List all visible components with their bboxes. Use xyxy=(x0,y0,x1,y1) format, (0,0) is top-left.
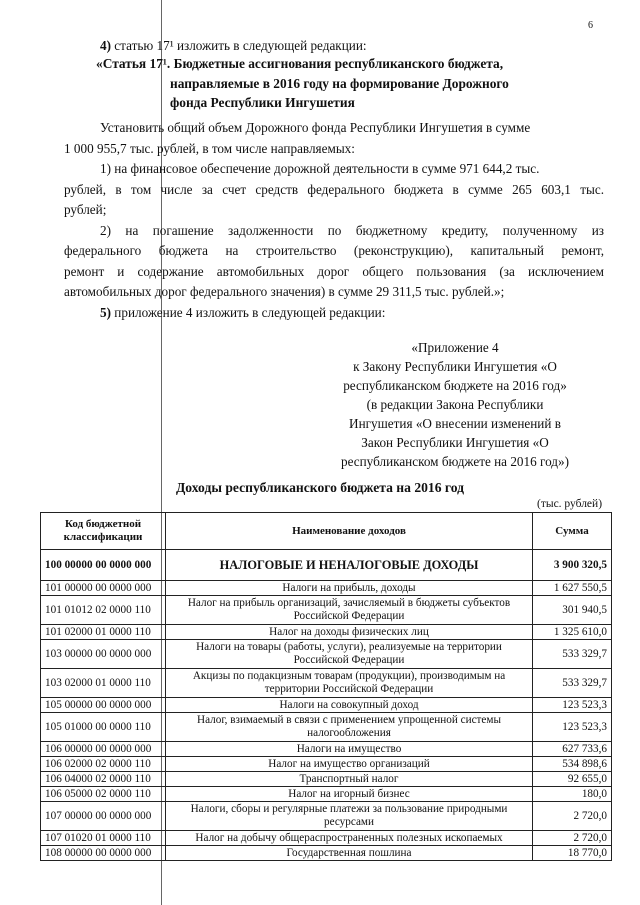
item-4-number: 4) xyxy=(100,38,111,53)
item-5 xyxy=(64,303,604,324)
table-row xyxy=(41,802,612,831)
row-name: Налоги на прибыль, доходы xyxy=(166,581,533,596)
row-name: Налог на прибыль организаций, зачисляемый в бюджеты субъектов Российской Федерации xyxy=(166,596,533,625)
paragraph-3-line-3: ремонт и содержание автомобильных дорог общего пользования (за исключением xyxy=(64,263,604,279)
row-code: 106 04000 02 0000 110 xyxy=(41,772,166,787)
header-name: Наименование доходов xyxy=(166,513,533,550)
row-code: 101 01012 02 0000 110 xyxy=(41,596,166,625)
row-name: Налоги на имущество xyxy=(166,742,533,757)
row-sum: 627 733,6 xyxy=(533,742,612,757)
row-name: Акцизы по подакцизным товарам (продукции), производимым на территории Российской Федерации xyxy=(166,669,533,698)
table-row xyxy=(41,757,612,772)
row-code: 103 02000 01 0000 110 xyxy=(41,669,166,698)
row-name: Налоги на товары (работы, услуги), реализуемые на территории Российской Федерации xyxy=(166,640,533,669)
paragraph-3-line-2: федерального бюджета на строительство (реконструкцию), капитальный ремонт, xyxy=(64,243,604,258)
table-row xyxy=(41,625,612,640)
appendix-note xyxy=(300,338,610,471)
row-sum: 1 325 610,0 xyxy=(533,625,612,640)
paragraph-2-line-3: рублей; xyxy=(64,202,107,217)
table-row xyxy=(41,787,612,802)
table-header-row xyxy=(41,513,612,550)
row-code: 107 01020 01 0000 110 xyxy=(41,831,166,846)
row-sum: 533 329,7 xyxy=(533,640,612,669)
row-sum: 18 770,0 xyxy=(533,846,612,861)
row-name: Государственная пошлина xyxy=(166,846,533,861)
row-name: Налог, взимаемый в связи с применением упрощенной системы налогообложения xyxy=(166,713,533,742)
item-4-text: статью 17¹ изложить в следующей редакции: xyxy=(114,38,367,53)
appendix-note-line: Ингушетия «О внесении изменений в xyxy=(349,416,561,431)
table-row xyxy=(41,846,612,861)
table-row xyxy=(41,669,612,698)
paragraph-2-line-1: 1) на финансовое обеспечение дорожной деятельности в сумме 971 644,2 тыс. xyxy=(100,161,540,176)
appendix-note-line: Закон Республики Ингушетия «О xyxy=(361,435,549,450)
row-sum: 1 627 550,5 xyxy=(533,581,612,596)
row-name: Налог на добычу общераспространенных полезных ископаемых xyxy=(166,831,533,846)
row-code: 105 01000 00 0000 110 xyxy=(41,713,166,742)
row-code: 100 00000 00 0000 000 xyxy=(41,550,166,581)
row-code: 106 02000 02 0000 110 xyxy=(41,757,166,772)
table-units: (тыс. рублей) xyxy=(537,498,603,510)
table-row xyxy=(41,772,612,787)
row-name: Налог на имущество организаций xyxy=(166,757,533,772)
appendix-note-line: (в редакции Закона Республики xyxy=(366,397,544,412)
revenue-table xyxy=(40,512,612,861)
article-heading-line-2: направляемые в 2016 году на формирование Дорожного xyxy=(170,75,509,91)
row-code: 106 05000 02 0000 110 xyxy=(41,787,166,802)
table-row xyxy=(41,550,612,581)
table-row xyxy=(41,742,612,757)
paragraph-2-line-2: рублей, в том числе за счет средств федерального бюджета в сумме 265 603,1 тыс. xyxy=(64,181,604,197)
row-name: НАЛОГОВЫЕ И НЕНАЛОГОВЫЕ ДОХОДЫ xyxy=(166,550,533,581)
item-5-text: приложение 4 изложить в следующей редакции: xyxy=(114,304,386,320)
row-name: Налоги на совокупный доход xyxy=(166,698,533,713)
table-row xyxy=(41,698,612,713)
appendix-note-line: республиканском бюджете на 2016 год») xyxy=(341,454,569,469)
table-row xyxy=(41,581,612,596)
row-name: Налог на игорный бизнес xyxy=(166,787,533,802)
row-sum: 534 898,6 xyxy=(533,757,612,772)
paragraph-3-line-1: 2) на погашение задолженности по бюджетному кредиту, полученному из xyxy=(100,222,604,238)
row-code: 105 00000 00 0000 000 xyxy=(41,698,166,713)
article-body xyxy=(64,118,604,323)
row-sum: 2 720,0 xyxy=(533,831,612,846)
row-name: Налог на доходы физических лиц xyxy=(166,625,533,640)
table-row xyxy=(41,713,612,742)
table-title: Доходы республиканского бюджета на 2016 год xyxy=(175,480,465,495)
row-sum: 92 655,0 xyxy=(533,772,612,787)
row-code: 108 00000 00 0000 000 xyxy=(41,846,166,861)
row-code: 107 00000 00 0000 000 xyxy=(41,802,166,831)
table-row xyxy=(41,831,612,846)
page-number: 6 xyxy=(588,20,593,31)
row-sum: 533 329,7 xyxy=(533,669,612,698)
row-code: 101 02000 01 0000 110 xyxy=(41,625,166,640)
article-heading-line-3: фонда Республики Ингушетия xyxy=(170,95,355,110)
appendix-note-line: республиканском бюджете на 2016 год» xyxy=(343,378,567,393)
item-5-number: 5) xyxy=(100,304,111,320)
paragraph-1-line-2: 1 000 955,7 тыс. рублей, в том числе направляемых: xyxy=(64,140,355,156)
header-sum: Сумма xyxy=(533,513,612,550)
article-heading-line-1: «Статья 17¹. Бюджетные ассигнования республиканского бюджета, xyxy=(96,56,504,71)
row-sum: 3 900 320,5 xyxy=(533,550,612,581)
paragraph-1-line-1: Установить общий объем Дорожного фонда Республики Ингушетия в сумме xyxy=(100,120,531,135)
paragraph-3-line-4: автомобильных дорог федерального значения) в сумме 29 311,5 тыс. рублей.»; xyxy=(64,284,505,299)
row-sum: 2 720,0 xyxy=(533,802,612,831)
row-name: Налоги, сборы и регулярные платежи за пользование природными ресурсами xyxy=(166,802,533,831)
appendix-note-line: «Приложение 4 xyxy=(411,340,499,355)
appendix-note-line: к Закону Республики Ингушетия «О xyxy=(353,359,557,374)
row-sum: 123 523,3 xyxy=(533,698,612,713)
row-sum: 123 523,3 xyxy=(533,713,612,742)
table-row xyxy=(41,596,612,625)
row-code: 101 00000 00 0000 000 xyxy=(41,581,166,596)
article-heading xyxy=(96,54,596,113)
header-code: Код бюджетной классификации xyxy=(41,513,166,550)
row-sum: 301 940,5 xyxy=(533,596,612,625)
row-sum: 180,0 xyxy=(533,787,612,802)
row-name: Транспортный налог xyxy=(166,772,533,787)
row-code: 106 00000 00 0000 000 xyxy=(41,742,166,757)
table-row xyxy=(41,640,612,669)
row-code: 103 00000 00 0000 000 xyxy=(41,640,166,669)
